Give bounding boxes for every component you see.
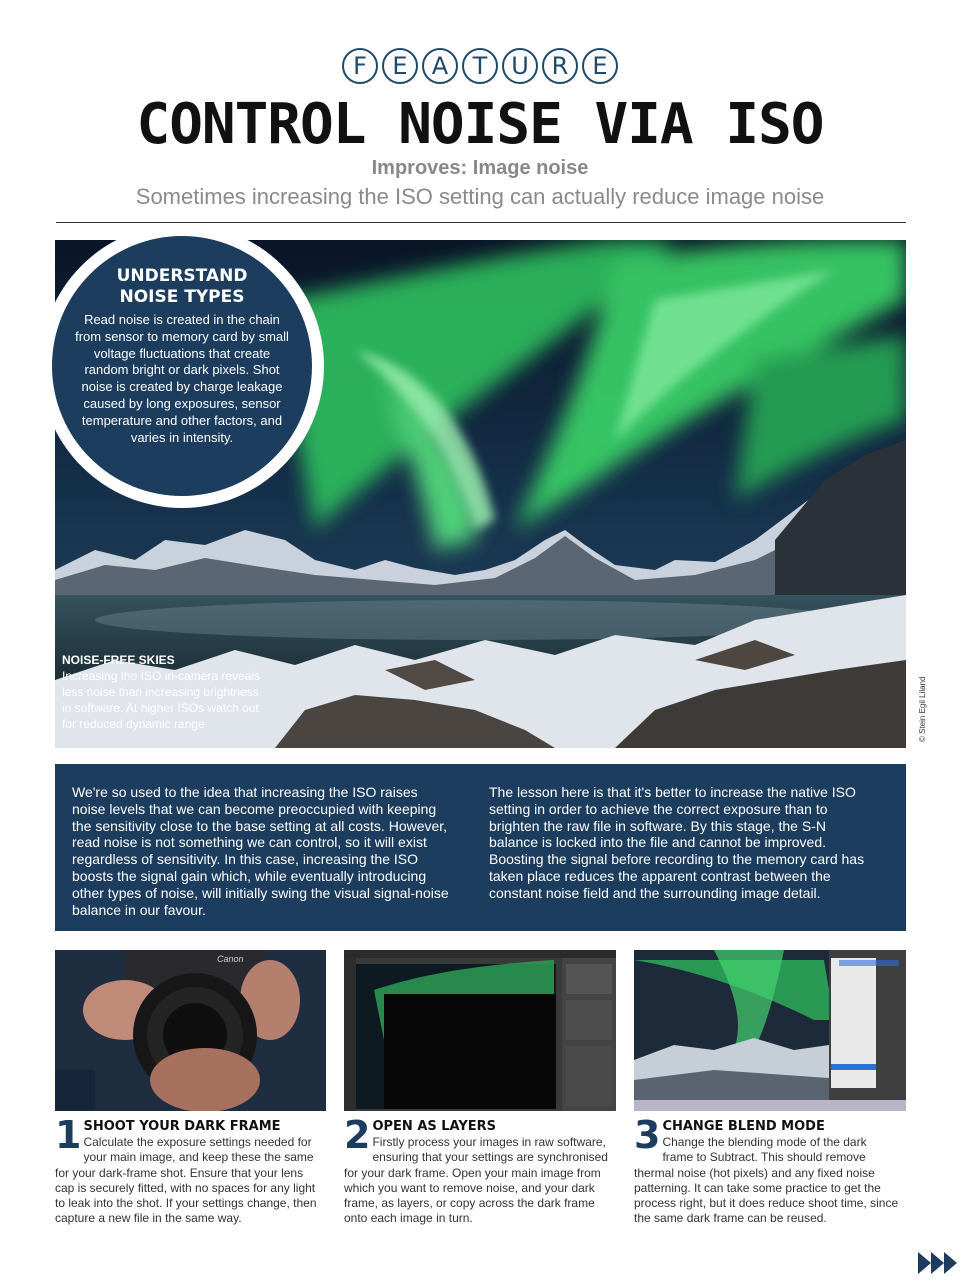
step-number: 2 (344, 1113, 371, 1157)
step-body: Change the blending mode of the dark frame to Subtract. This should remove thermal noise (hot pixels) and any fixed noise patterning. It can take some practice to get the process right, but it does reduce shoot time, since the same dark frame can be reused. (634, 1135, 899, 1226)
noise-types-callout (52, 236, 312, 496)
body-column-1: We're so used to the idea that increasing the ISO raises noise levels that we can become preoccupied with keeping the sensitivity close to the base setting at all costs. However, read noise is not something we can control, so it will exist regardless of sensitivity. In this case, increasing the ISO boosts the signal gain which, while eventually introducing other types of noise, will initially swing the visual signal-noise balance in our favour. (72, 784, 449, 918)
feature-label (0, 48, 960, 84)
feature-letter: T (462, 48, 498, 84)
body-text-panel (55, 764, 906, 931)
camera-brand-text: Canon (217, 954, 244, 964)
feature-letter: E (582, 48, 618, 84)
step-title: OPEN AS LAYERS (372, 1119, 497, 1134)
feature-letter: E (382, 48, 418, 84)
callout-title-line: UNDERSTAND (116, 266, 248, 286)
callout-title-line: NOISE TYPES (119, 287, 245, 307)
step-body: Calculate the exposure settings needed for your main image, and keep these the same for your dark-frame shot. Ensure that your lens cap is securely fitted, with no spaces for any light to leak into the shot. If your settings change, then capture a new file in the same way. (55, 1135, 317, 1226)
step-1 (55, 1113, 321, 1227)
improves-line: Improves: Image noise (371, 157, 589, 179)
step-3-blend-mode-screenshot (634, 950, 906, 1111)
caption-title: NOISE-FREE SKIES (62, 653, 175, 667)
next-page-arrows-icon[interactable] (918, 1252, 958, 1279)
step-1-camera-image (55, 950, 326, 1111)
step-2-photoshop-screenshot (344, 950, 616, 1111)
callout-body: Read noise is created in the chain from sensor to memory card by small voltage fluctuations that create random bright or dark pixels. Shot noise is created by charge leakage caused by long exposures, sensor temperature and other factors, and varies in intensity. (75, 312, 289, 445)
step-number: 3 (634, 1113, 661, 1157)
header-divider (56, 222, 906, 223)
step-title: SHOOT YOUR DARK FRAME (83, 1119, 281, 1134)
photo-credit: © Stein Egil Liland (918, 676, 927, 742)
callout-title (52, 266, 312, 308)
step-2 (344, 1113, 610, 1227)
page-title: CONTROL NOISE VIA ISO (136, 92, 824, 157)
feature-letter: F (342, 48, 378, 84)
hero-caption (62, 652, 262, 732)
body-column-2: The lesson here is that it's better to increase the native ISO setting in order to achieve the correct exposure than to brighten the raw file in software. By this stage, the S-N balance is locked into the file and cannot be improved. Boosting the signal before recording to the memory card has taken place reduces the apparent contrast between the constant noise field and the surrounding image detail. (489, 784, 865, 901)
caption-body: Increasing the ISO in-camera reveals less noise than increasing brightness in software. At higher ISOs watch out for reduced dynamic range (62, 669, 261, 731)
feature-letter: A (422, 48, 458, 84)
step-body: Firstly process your images in raw software, ensuring that your settings are synchronised for your dark frame. Open your main image from which you want to remove noise, and your dark frame, as layers, or copy across the dark frame onto each image in turn. (344, 1135, 608, 1226)
step-title: CHANGE BLEND MODE (662, 1119, 825, 1134)
page-subtitle: Sometimes increasing the ISO setting can actually reduce image noise (135, 184, 825, 209)
step-number: 1 (55, 1113, 82, 1157)
step-3 (634, 1113, 900, 1227)
feature-letter: U (502, 48, 538, 84)
feature-letter: R (542, 48, 578, 84)
